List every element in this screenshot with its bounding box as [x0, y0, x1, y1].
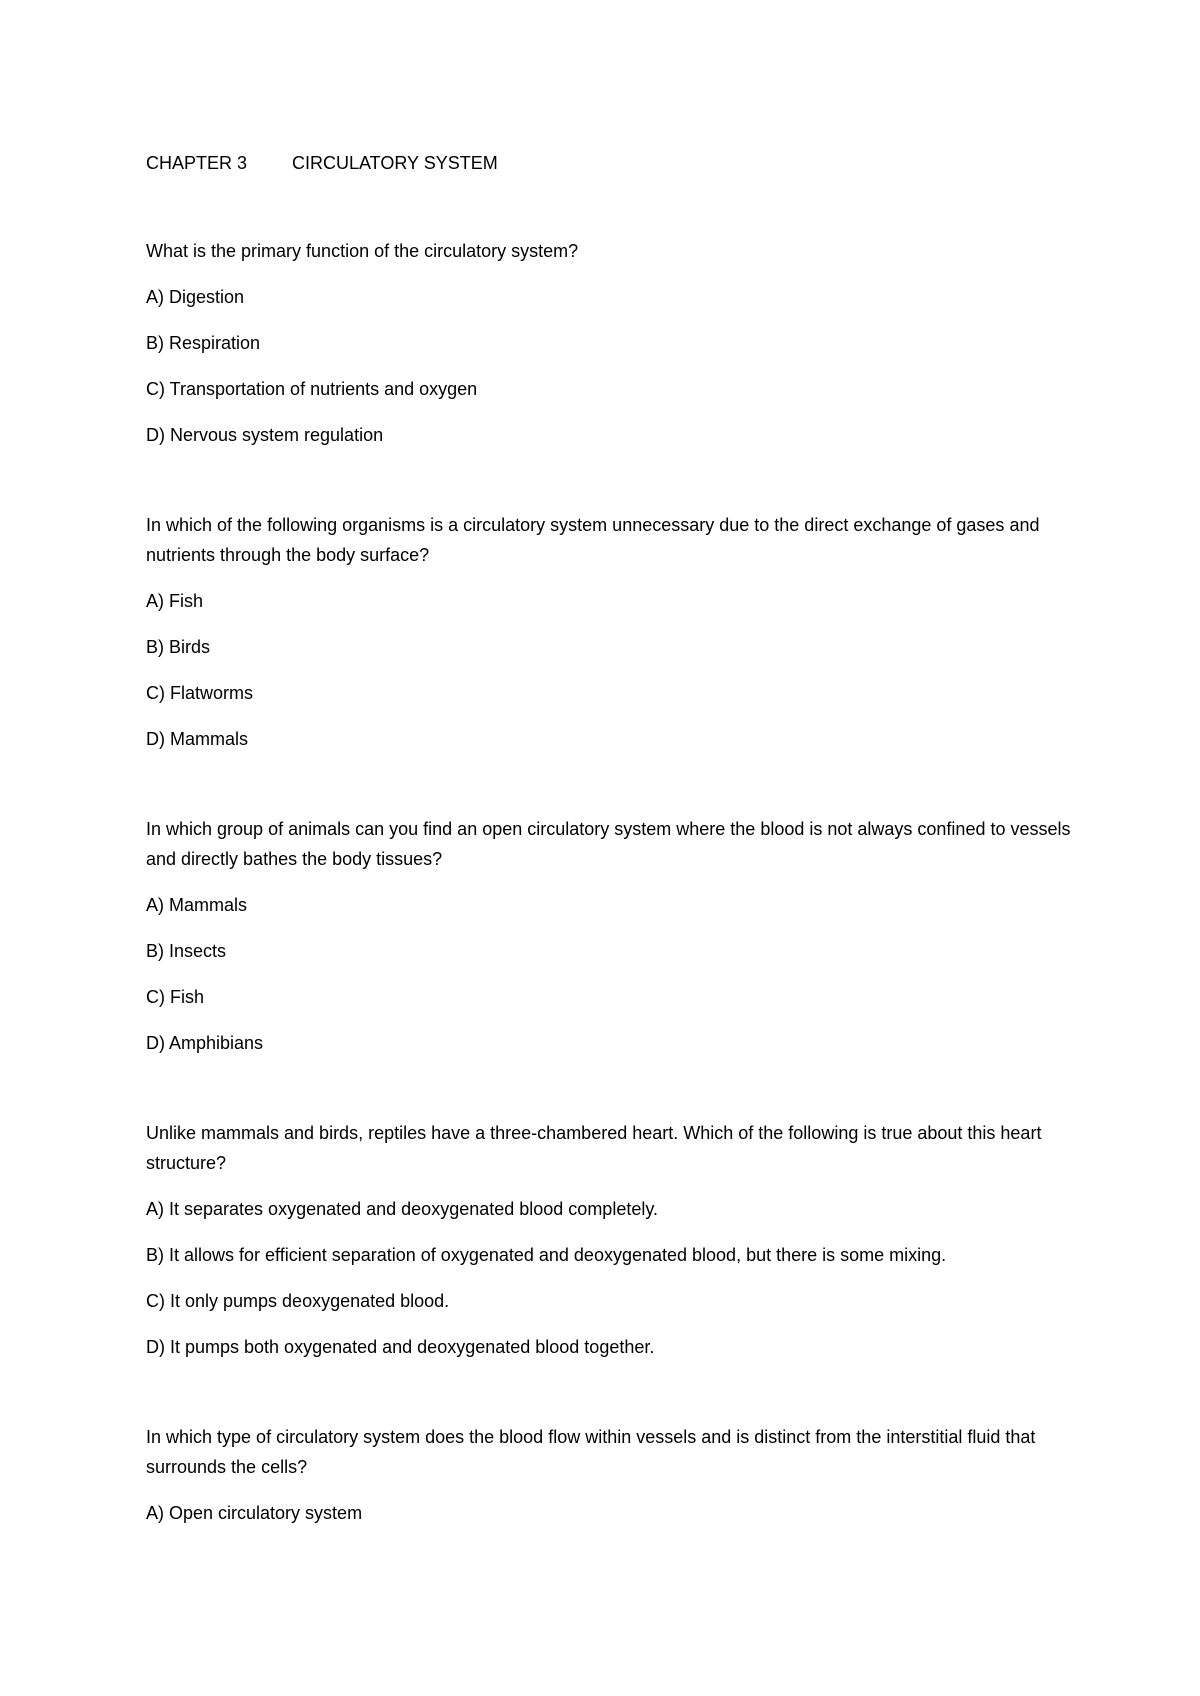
answer-option: A) Open circulatory system: [146, 1503, 363, 1523]
answer-option: A) It separates oxygenated and deoxygenated blood completely.: [146, 1199, 659, 1219]
document-content: [146, 148, 1076, 1544]
answer-option: B) Respiration: [146, 333, 261, 353]
answer-option: A) Digestion: [146, 287, 245, 307]
question-text: What is the primary function of the circulatory system?: [146, 241, 579, 261]
chapter-title: CIRCULATORY SYSTEM: [292, 153, 498, 173]
answer-option: A) Mammals: [146, 895, 248, 915]
question-5: [146, 1422, 1076, 1528]
question-text: In which type of circulatory system does the blood flow within vessels and is distinct from the interstitial fluid that surrounds the cells?: [146, 1427, 1036, 1477]
answer-option: C) Fish: [146, 987, 204, 1007]
answer-option: D) It pumps both oxygenated and deoxygenated blood together.: [146, 1337, 655, 1357]
question-1: [146, 236, 1076, 450]
answer-option: D) Amphibians: [146, 1033, 264, 1053]
answer-option: C) It only pumps deoxygenated blood.: [146, 1291, 450, 1311]
question-text: Unlike mammals and birds, reptiles have a three-chambered heart. Which of the following is true about this heart structure?: [146, 1123, 1042, 1173]
question-text: In which group of animals can you find an open circulatory system where the blood is not always confined to vessels and directly bathes the body tissues?: [146, 819, 1071, 869]
answer-option: D) Nervous system regulation: [146, 425, 384, 445]
answer-option: C) Flatworms: [146, 683, 253, 703]
answer-option: A) Fish: [146, 591, 204, 611]
chapter-number: CHAPTER 3: [146, 153, 248, 173]
answer-option: B) It allows for efficient separation of oxygenated and deoxygenated blood, but there is some mixing.: [146, 1245, 947, 1265]
question-text: In which of the following organisms is a circulatory system unnecessary due to the direct exchange of gases and nutrients through the body surface?: [146, 515, 1040, 565]
answer-option: B) Insects: [146, 941, 227, 961]
question-4: [146, 1118, 1076, 1362]
question-2: [146, 510, 1076, 754]
chapter-heading: [146, 148, 1076, 178]
question-3: [146, 814, 1076, 1058]
answer-option: B) Birds: [146, 637, 211, 657]
answer-option: C) Transportation of nutrients and oxygen: [146, 379, 478, 399]
answer-option: D) Mammals: [146, 729, 248, 749]
